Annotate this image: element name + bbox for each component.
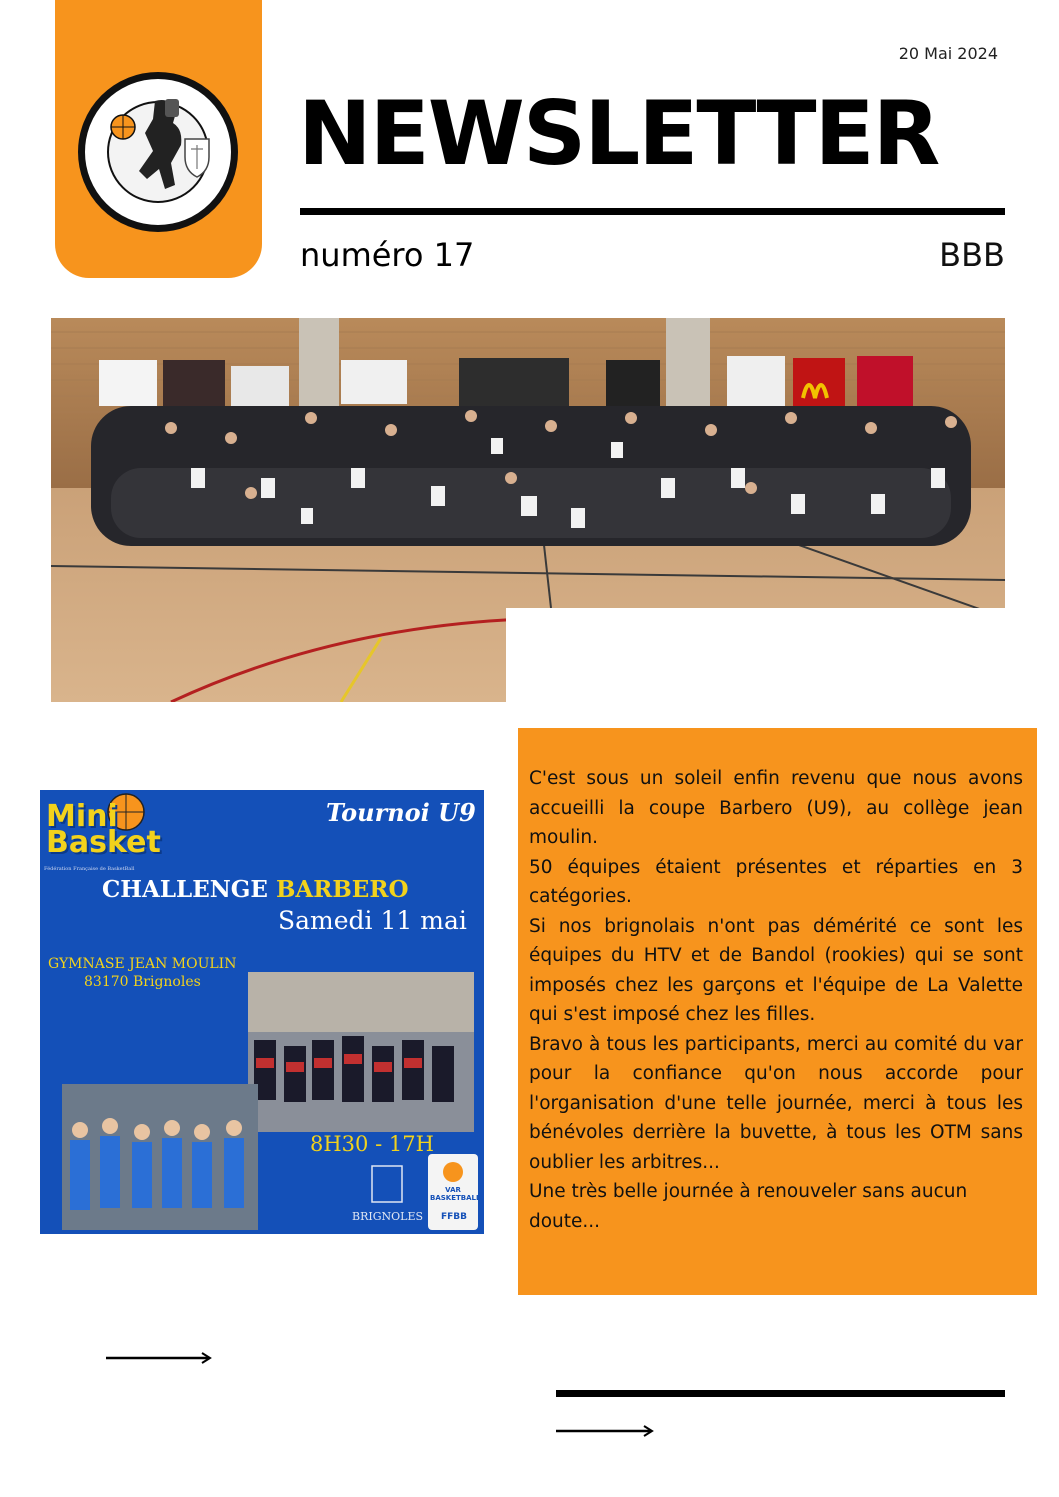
article-paragraph: Si nos brignolais n'ont pas démérité ce sont les équipes du HTV et de Bandol (rookies) qui se sont imposés chez les garçons et l'équipe de La Valette qui s'est imposé chez les filles. — [529, 915, 1023, 1025]
poster-hours: 8H30 - 17H — [310, 1132, 434, 1156]
page-title: NEWSLETTER — [298, 82, 939, 185]
poster-challenge-label: CHALLENGE — [102, 876, 268, 903]
poster-badge: Mini Basket — [46, 799, 161, 860]
article-paragraph: Une très belle journée à renouveler sans aucun doute... — [529, 1181, 968, 1232]
poster-challenge — [102, 876, 409, 903]
club-code: BBB — [939, 236, 1005, 274]
article-paragraph: Bravo à tous les participants, merci au comité du var pour la confiance qu'on nous accorde pour l'organisation d'une telle journée, merci à tous les bénévoles derrière la buvette, à tous les OTM sans oublier les arbitres... — [529, 1033, 1023, 1173]
article-paragraph: 50 équipes étaient présentes et réparties en 3 catégories. — [529, 856, 1023, 907]
poster-venue: GYMNASE JEAN MOULIN — [48, 956, 237, 972]
tournament-poster — [40, 790, 484, 1234]
poster-city: 83170 Brignoles — [84, 974, 201, 990]
footer-divider — [556, 1390, 1005, 1397]
article-box — [518, 728, 1037, 1295]
arrow-right-icon — [106, 1350, 214, 1366]
issue-number: numéro 17 — [300, 236, 475, 274]
club-logo — [78, 72, 238, 232]
arrow-right-icon — [556, 1423, 656, 1439]
issue-date: 20 Mai 2024 — [898, 44, 998, 63]
poster-badge-sub: Fédération Française de BasketBall — [44, 866, 135, 872]
title-divider — [300, 208, 1005, 215]
club-logo-art — [85, 79, 231, 225]
poster-committee: VAR BASKETBALL — [430, 1186, 481, 1202]
poster-federation: FFBB — [440, 1212, 467, 1222]
poster-challenge-name: BARBERO — [275, 876, 409, 903]
poster-town-logo: BRIGNOLES — [352, 1210, 424, 1223]
poster-date: Samedi 11 mai — [278, 906, 467, 935]
article-paragraph: C'est sous un soleil enfin revenu que nous avons accueilli la coupe Barbero (U9), au collège jean moulin. — [529, 768, 1023, 848]
poster-event: Tournoi U9 — [326, 798, 476, 827]
layout-cutout — [506, 608, 1016, 708]
